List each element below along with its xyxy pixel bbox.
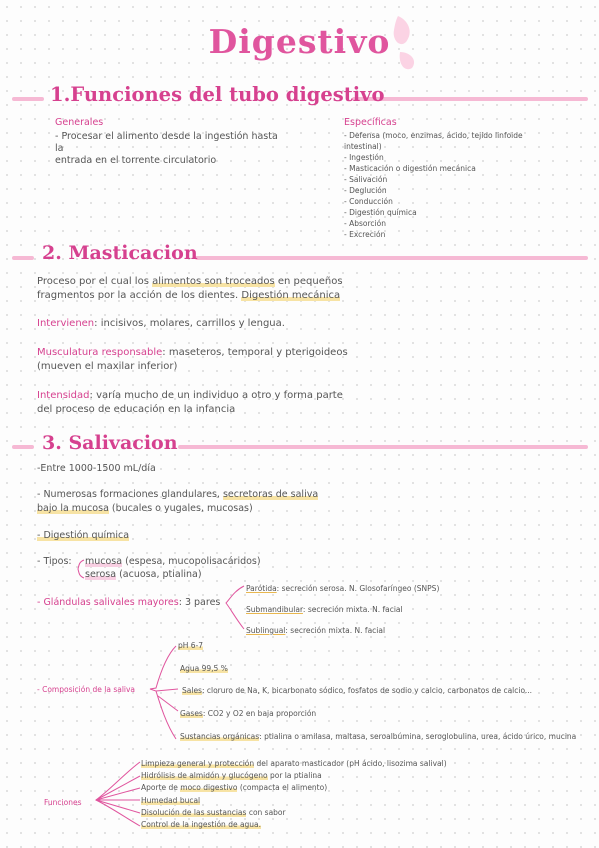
glandular-line: - Numerosas formaciones glandulares, secretoras de saliva — [37, 489, 319, 500]
list-item: - Deglución — [344, 186, 387, 195]
section-divider — [12, 97, 44, 101]
comp-sales: Sales: cloruro de Na, K, bicarbonato sódico, fosfatos de sodio y calcio, carbonatos de calcio... — [182, 686, 533, 695]
list-item: - Excreción — [344, 230, 386, 239]
funcion-item: Limpieza general y protección del aparato masticador (pH ácido, lisozima salival) — [141, 759, 447, 768]
list-item: - Ingestión — [344, 153, 384, 162]
funcion-item: Hidrólisis de almidón y glucógeno por la ptialina — [141, 771, 322, 780]
section-divider — [195, 256, 588, 260]
list-item: - Salivación — [344, 175, 388, 184]
list-item: - Defensa (moco, enzimas, ácido, tejido linfoide — [344, 131, 523, 140]
funcion-item: Control de la ingestión de agua. — [141, 820, 262, 829]
musculatura-line: Musculatura responsable: maseteros, temporal y pterigoideos — [37, 347, 348, 358]
intensidad-line-2: del proceso de educación en la infancia — [37, 404, 236, 415]
page-title: Digestivo — [208, 22, 391, 61]
generales-list — [55, 131, 278, 167]
comp-sustancias: Sustancias orgánicas: ptialina o amilasa, maltasa, seroalbúmina, seroglobulina, urea, ácido úrico, mucina — [180, 732, 577, 741]
masticacion-paragraph-line: fragmentos por la acción de los dientes. Digestión mecánica — [37, 290, 341, 301]
comp-gases: Gases: CO2 y O2 en baja proporción — [180, 709, 317, 718]
tipo-serosa: serosa (acuosa, ptialina) — [85, 569, 202, 580]
funciones-label: Funciones — [44, 798, 82, 807]
tipo-mucosa: mucosa (espesa, mucopolisacáridos) — [85, 556, 261, 567]
section-divider — [12, 256, 34, 260]
musculatura-line-2: (mueven el maxilar inferior) — [37, 361, 178, 372]
comp-agua: Agua 99,5 % — [180, 664, 228, 673]
gland-submandibular: Submandibular: secreción mixta. N. facial — [246, 605, 403, 614]
list-item: - Digestión química — [344, 208, 417, 217]
masticacion-paragraph-line: Proceso por el cual los alimentos son troceados en pequeños — [37, 276, 343, 287]
intensidad-line: Intensidad: varía mucho de un individuo a otro y forma parte — [37, 390, 343, 401]
comp-ph: pH 6-7 — [178, 641, 204, 650]
section-divider — [352, 97, 588, 101]
funcion-item: Aporte de moco digestivo (compacta el alimento) — [141, 783, 328, 792]
gland-sublingual: Sublingual: secreción mixta. N. facial — [246, 626, 386, 635]
drop-decoration-icon — [388, 12, 428, 72]
section-3-heading: 3. Salivacion — [42, 432, 178, 454]
funcion-item: Disolución de las sustancias con sabor — [141, 808, 286, 817]
glandulas-line: - Glándulas salivales mayores: 3 pares — [37, 597, 221, 608]
list-item: - Masticación o digestión mecánica — [344, 164, 476, 173]
list-item: entrada en el torrente circulatorio — [55, 155, 217, 166]
especificas-list — [344, 130, 523, 240]
section-1-heading: 1.Funciones del tubo digestivo — [50, 83, 385, 106]
list-item: la — [55, 143, 64, 154]
section-divider — [12, 445, 34, 449]
funcion-item: Humedad bucal — [141, 796, 201, 805]
glandulas-brace — [224, 583, 246, 633]
list-item: intestinal) — [344, 142, 382, 151]
list-item: - Procesar el alimento desde la ingestión hasta — [55, 131, 278, 142]
glandular-line-2: bajo la mucosa (bucales o yugales, mucosas) — [37, 503, 253, 514]
saliva-volume: -Entre 1000-1500 mL/día — [37, 463, 156, 474]
list-item: - Absorción — [344, 219, 386, 228]
tipos-label: - Tipos: — [37, 556, 72, 567]
gland-parotida: Parótida: secreción serosa. N. Glosofaríngeo (SNPS) — [246, 584, 440, 593]
section-2-heading: 2. Masticacion — [42, 242, 198, 264]
digestion-quimica: - Digestión química — [37, 530, 130, 541]
composicion-label: - Composición de la saliva — [37, 685, 136, 694]
funciones-brace — [92, 760, 142, 828]
list-item: - Conducción — [344, 197, 393, 206]
generales-label: Generales — [55, 117, 104, 128]
section-divider — [178, 445, 588, 449]
composicion-brace — [148, 644, 180, 744]
especificas-label: Específicas — [344, 117, 397, 128]
intervienen-line: Intervienen: incisivos, molares, carrillos y lengua. — [37, 318, 285, 329]
